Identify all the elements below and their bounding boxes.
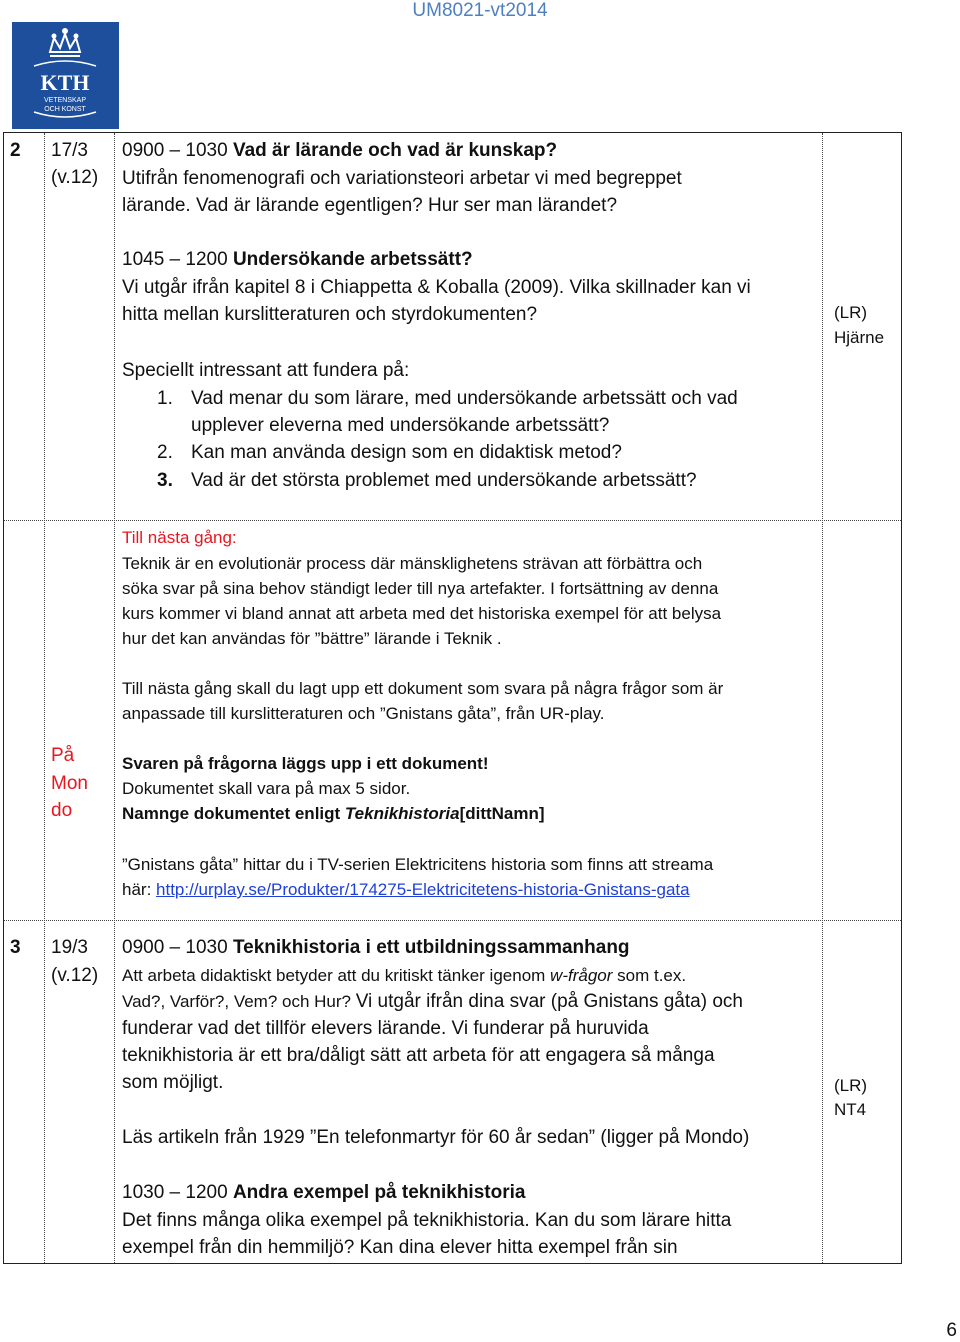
question-text: Vad menar du som lärare, med undersökande arbetssätt och vad — [191, 388, 738, 409]
urplay-link[interactable]: http://urplay.se/Produkter/174275-Elektricitetens-historia-Gnistans-gata — [156, 880, 690, 899]
logo-text-sub2: OCH KONST — [44, 106, 86, 113]
next-p3-line-3 — [122, 801, 822, 826]
row3-session2-heading — [122, 1179, 822, 1207]
mondo-label-2: Mon — [51, 773, 88, 794]
body-text: Vi utgår ifrån dina svar (på Gnistans gåta) och — [355, 991, 743, 1012]
row3-session1-body-3: funderar vad det tillför elevers lärande. Vi funderar på huruvida — [122, 1018, 649, 1039]
row2-session2-body-1: Vi utgår ifrån kapitel 8 i Chiappetta & Koballa (2009). Vilka skillnader kan vi — [122, 277, 751, 298]
column-divider-2 — [114, 133, 115, 1263]
link-prefix: här: — [122, 880, 157, 899]
naming-text: Namnge dokumentet enligt — [122, 804, 345, 823]
column-divider-3 — [822, 133, 823, 1263]
row3-session2-body-1: Det finns många olika exempel på teknikhistoria. Kan du som lärare hitta — [122, 1210, 732, 1231]
question-text: Vad är det största problemet med undersökande arbetssätt? — [191, 470, 697, 491]
row-divider-1 — [4, 520, 901, 521]
row-number-3: 3 — [10, 937, 21, 958]
naming-italic: Teknikhistoria — [344, 804, 460, 823]
row3-session1-body-1 — [122, 963, 822, 988]
mondo-label-3: do — [51, 800, 73, 821]
row2-teacher-code: (LR) — [834, 303, 868, 322]
next-time-heading: Till nästa gång: — [122, 528, 237, 547]
session-title: Teknikhistoria i ett utbildningssammanhang — [232, 937, 630, 958]
row3-session1-body-4: teknikhistoria är ett bra/dåligt sätt att arbeta för att engagera så många — [122, 1045, 715, 1066]
next-p1-line-2: söka svar på sina behov ständigt leder till nya artefakter. I fortsättning av denna — [122, 579, 719, 598]
next-p2-line-2: anpassade till kurslitteraturen och ”Gnistans gåta”, från UR-play. — [122, 704, 605, 723]
mondo-label-1: På — [51, 745, 75, 766]
next-p1-line-4: hur det kan användas för ”bättre” lärande i Teknik . — [122, 629, 502, 648]
row-number-2: 2 — [10, 140, 21, 161]
body-italic: w-frågor — [550, 966, 613, 985]
question-number: 2. — [157, 442, 173, 463]
body-text: Att arbeta didaktiskt betyder att du kritiskt tänker igenom — [122, 966, 551, 985]
row2-session2-body-2: hitta mellan kurslitteraturen och styrdokumenten? — [122, 304, 538, 325]
question-3 — [157, 467, 817, 495]
row2-session2-heading — [122, 246, 822, 274]
row3-reading: Läs artikeln från 1929 ”En telefonmartyr för 60 år sedan” (ligger på Mondo) — [122, 1127, 750, 1148]
next-p1-line-3: kurs kommer vi bland annat att arbeta med det historiska exempel för att belysa — [122, 604, 722, 623]
document-header-code: UM8021-vt2014 — [412, 0, 548, 21]
row2-location: Hjärne — [834, 328, 885, 347]
question-2 — [157, 439, 817, 467]
logo-text-sub1: VETENSKAP — [43, 97, 87, 104]
row3-session1-heading — [122, 934, 822, 962]
row2-special-heading: Speciellt intressant att fundera på: — [122, 360, 410, 381]
next-p4-line-1: ”Gnistans gåta” hittar du i TV-serien Elektricitens historia som finns att streama — [122, 855, 714, 874]
row2-week: (v.12) — [51, 167, 99, 188]
question-number: 1. — [157, 388, 173, 409]
next-p2-line-1: Till nästa gång skall du lagt upp ett dokument som svara på några frågor som är — [122, 679, 724, 698]
column-divider-1 — [44, 133, 45, 1263]
row3-session2-body-2: exempel från din hemmiljö? Kan dina elever hitta exempel från sin — [122, 1237, 678, 1258]
row3-location: NT4 — [834, 1100, 867, 1119]
session-time: 0900 – 1030 — [122, 140, 233, 161]
row2-session1-body-1: Utifrån fenomenografi och variationsteori arbetar vi med begreppet — [122, 168, 682, 189]
session-title: Vad är lärande och vad är kunskap? — [232, 140, 558, 161]
question-text: Kan man använda design som en didaktisk metod? — [191, 442, 622, 463]
session-time: 1045 – 1200 — [122, 249, 233, 270]
next-p3-line-1: Svaren på frågorna läggs upp i ett dokument! — [122, 754, 489, 773]
row2-date: 17/3 — [51, 140, 88, 161]
row3-teacher-code: (LR) — [834, 1076, 868, 1095]
session-title: Undersökande arbetssätt? — [232, 249, 473, 270]
row-divider-2 — [4, 920, 901, 921]
row2-session1-heading — [122, 137, 822, 165]
row3-date: 19/3 — [51, 937, 88, 958]
next-p3-line-2: Dokumentet skall vara på max 5 sidor. — [122, 779, 411, 798]
body-text-small: Vad?, Varför?, Vem? och Hur? — [122, 992, 356, 1011]
question-text: upplever eleverna med undersökande arbetssätt? — [191, 415, 610, 436]
body-text: som t.ex. — [612, 966, 687, 985]
row3-week: (v.12) — [51, 965, 99, 986]
row3-session1-body-5: som möjligt. — [122, 1072, 224, 1093]
question-1-line-2 — [157, 412, 817, 440]
question-1-line-1 — [157, 385, 817, 413]
logo-text-main: KTH — [40, 70, 90, 95]
session-time: 0900 – 1030 — [122, 937, 233, 958]
next-p1-line-1: Teknik är en evolutionär process där mänsklighetens strävan att förbättra och — [122, 554, 703, 573]
page-number: 6 — [946, 1320, 957, 1341]
next-p4-line-2 — [122, 877, 822, 902]
row2-session1-body-2: lärande. Vad är lärande egentligen? Hur ser man lärandet? — [122, 195, 618, 216]
question-number: 3. — [157, 470, 173, 491]
kth-logo — [12, 22, 119, 129]
naming-suffix: [dittNamn] — [459, 804, 545, 823]
kth-logo-graphic — [12, 22, 119, 129]
schedule-table — [3, 132, 902, 1264]
session-time: 1030 – 1200 — [122, 1182, 233, 1203]
row3-session1-body-2 — [122, 988, 822, 1016]
session-title: Andra exempel på teknikhistoria — [232, 1182, 526, 1203]
